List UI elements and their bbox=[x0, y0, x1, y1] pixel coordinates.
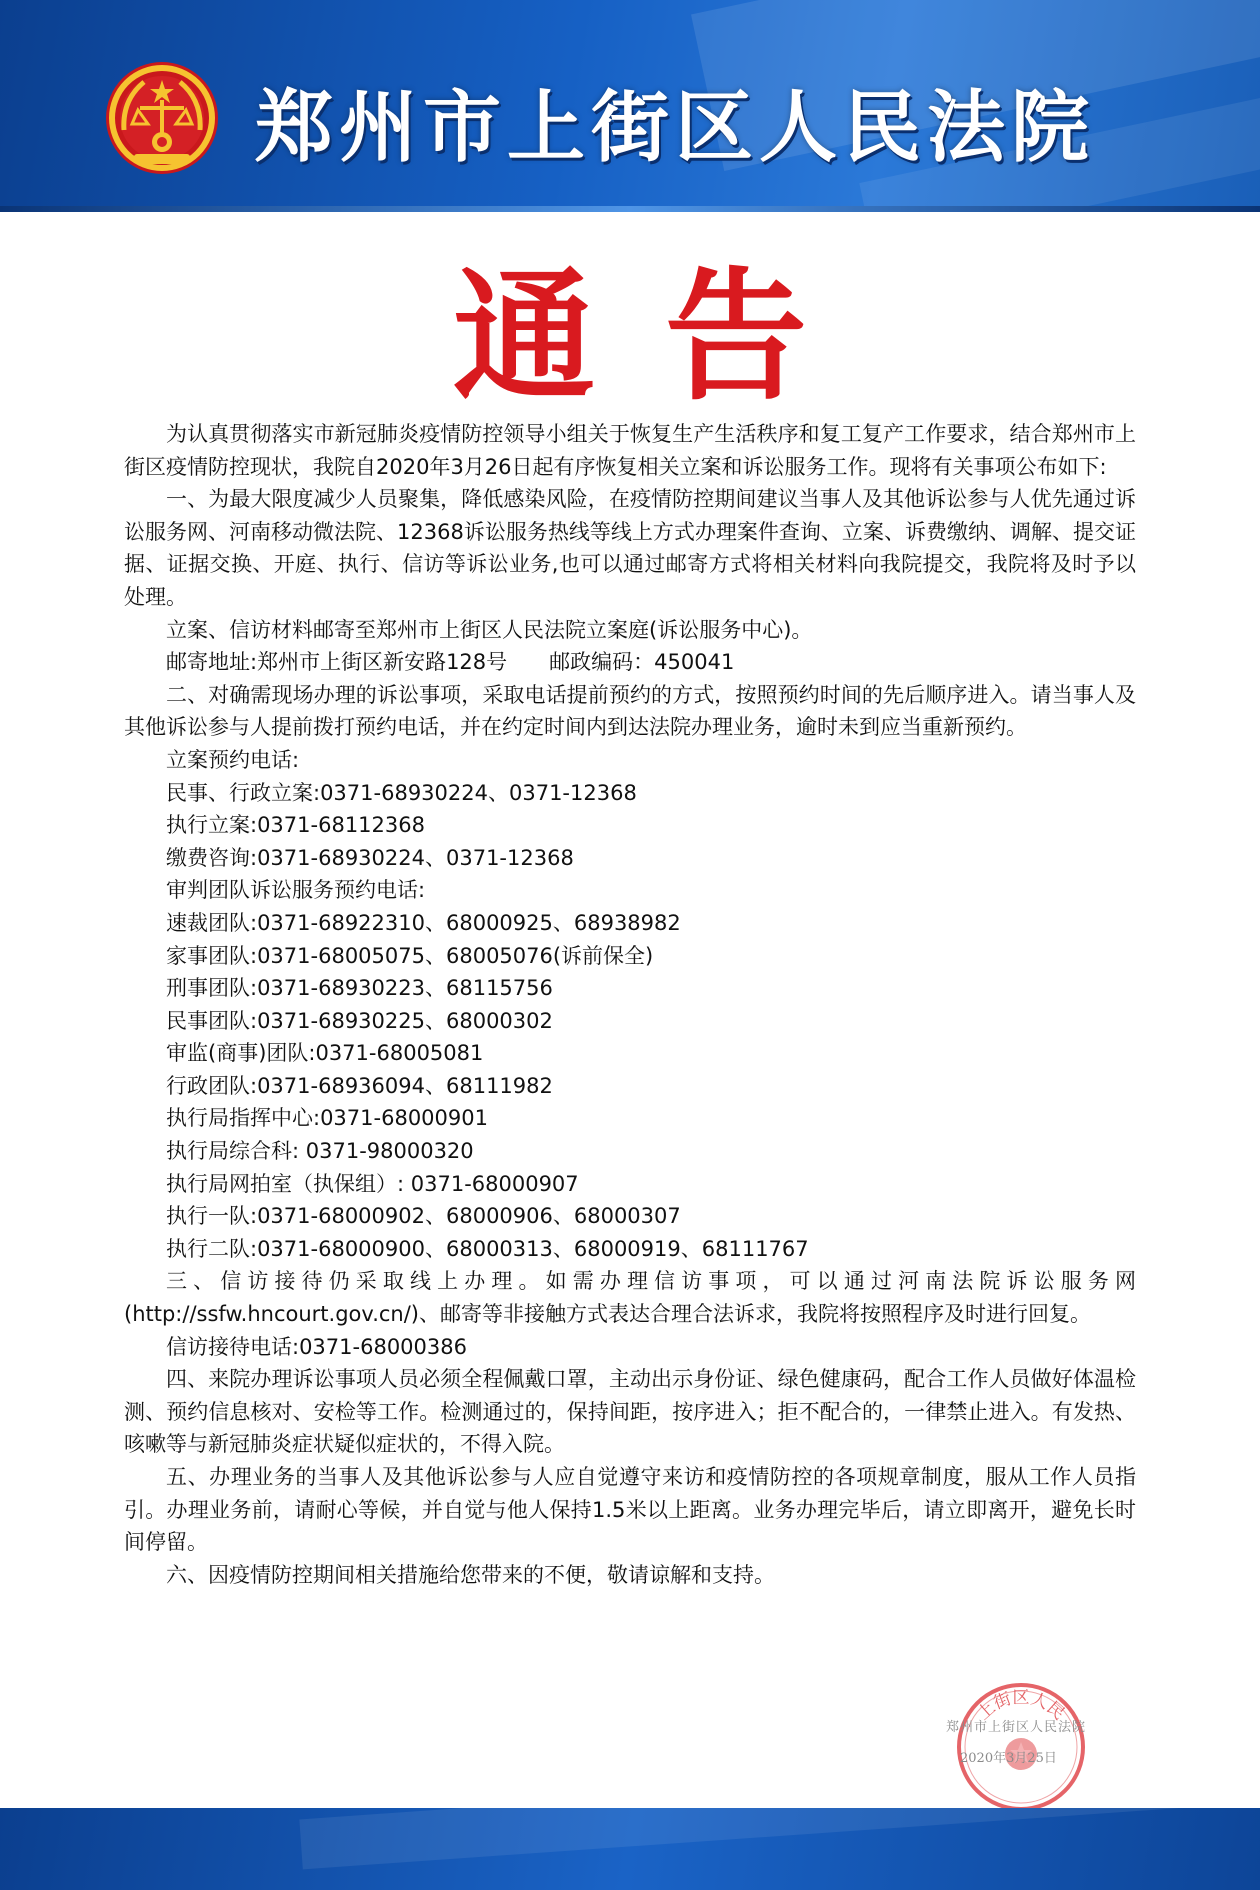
item-1-paragraph: 一、为最大限度减少人员聚集，降低感染风险，在疫情防控期间建议当事人及其他诉讼参与人优先通过诉讼服务网、河南移动微法院、12368诉讼服务热线等线上方式办理案件查询、立案、诉费缴纳、调解、提交证据、证据交换、开庭、执行、信访等诉讼业务,也可以通过邮寄方式将相关材料向我院提交，我院将及时予以处理。 bbox=[124, 487, 1136, 609]
team-phone-heading: 审判团队诉讼服务预约电话: bbox=[166, 878, 426, 903]
intro-paragraph: 为认真贯彻落实市新冠肺炎疫情防控领导小组关于恢复生产生活秩序和复工复产工作要求，结合郑州市上街区疫情防控现状，我院自2020年3月26日起有序恢复相关立案和诉讼服务工作。现将有关事项公布如下: bbox=[124, 422, 1136, 479]
phone-line: 民事、行政立案:0371-68930224、0371-12368 bbox=[166, 780, 637, 805]
seal-ring-text: 上街区人民 bbox=[973, 1688, 1069, 1725]
phone-line: 民事团队:0371-68930225、68000302 bbox=[166, 1008, 553, 1033]
court-name-title: 郑州市上街区人民法院 bbox=[255, 82, 1096, 173]
phone-line: 执行立案:0371-68112368 bbox=[166, 813, 425, 838]
notice-body bbox=[124, 418, 1136, 1591]
issue-date: 2020年3月25日 bbox=[960, 1751, 1057, 1766]
phone-line: 家事团队:0371-68005075、68005076(诉前保全) bbox=[166, 943, 654, 968]
header-divider bbox=[0, 206, 1260, 212]
footer-decoration bbox=[299, 1808, 1200, 1869]
phone-line: 缴费咨询:0371-68930224、0371-12368 bbox=[166, 845, 574, 870]
header-banner bbox=[0, 0, 1260, 212]
filing-phone-heading: 立案预约电话: bbox=[166, 747, 300, 772]
phone-line: 行政团队:0371-68936094、68111982 bbox=[166, 1073, 553, 1098]
phone-line: 执行局综合科: 0371-98000320 bbox=[166, 1139, 474, 1164]
phone-line: 执行局网拍室（执保组）: 0371-68000907 bbox=[166, 1171, 579, 1196]
item-3-paragraph: 三、信访接待仍采取线上办理。如需办理信访事项，可以通过河南法院诉讼服务网(http://ssfw.hncourt.gov.cn/)、邮寄等非接触方式表达合理合法诉求，我院将按照程序及时进行回复。 bbox=[124, 1269, 1136, 1327]
item-2-paragraph: 二、对确需现场办理的诉讼事项，采取电话提前预约的方式，按照预约时间的先后顺序进入。请当事人及其他诉讼参与人提前拨打预约电话，并在约定时间内到达法院办理业务，逾时未到应当重新预约。 bbox=[124, 682, 1136, 740]
petition-phone-line: 信访接待电话:0371-68000386 bbox=[166, 1334, 467, 1359]
item-5-paragraph: 五、办理业务的当事人及其他诉讼参与人应自觉遵守来访和疫情防控的各项规章制度，服从工作人员指引。办理业务前，请耐心等候，并自觉与他人保持1.5米以上距离。业务办理完毕后，请立即离开，避免长时间停留。 bbox=[124, 1465, 1136, 1555]
item-4-paragraph: 四、来院办理诉讼事项人员必须全程佩戴口罩，主动出示身份证、绿色健康码，配合工作人员做好体温检测、预约信息核对、安检等工作。检测通过的，保持间距，按序进入；拒不配合的，一律禁止进入。有发热、咳嗽等与新冠肺炎症状疑似症状的，不得入院。 bbox=[124, 1367, 1136, 1457]
mail-to-line: 立案、信访材料邮寄至郑州市上街区人民法院立案庭(诉讼服务中心)。 bbox=[166, 617, 813, 642]
mail-address-line: 邮寄地址:郑州市上街区新安路128号 邮政编码：450041 bbox=[166, 650, 735, 675]
notice-title: 通告 bbox=[453, 254, 877, 420]
phone-line: 执行局指挥中心:0371-68000901 bbox=[166, 1106, 488, 1131]
phone-line: 审监(商事)团队:0371-68005081 bbox=[166, 1041, 484, 1066]
phone-line: 执行二队:0371-68000900、68000313、68000919、68111767 bbox=[166, 1236, 809, 1261]
court-emblem-icon bbox=[104, 60, 220, 176]
issuing-org: 郑州市上街区人民法院 bbox=[946, 1720, 1087, 1735]
phone-line: 刑事团队:0371-68930223、68115756 bbox=[166, 976, 553, 1001]
phone-line: 执行一队:0371-68000902、68000906、68000307 bbox=[166, 1204, 681, 1229]
court-seal-icon bbox=[946, 1672, 1096, 1822]
item-6-paragraph: 六、因疫情防控期间相关措施给您带来的不便，敬请谅解和支持。 bbox=[166, 1562, 775, 1587]
phone-line: 速裁团队:0371-68922310、68000925、68938982 bbox=[166, 910, 681, 935]
footer-banner bbox=[0, 1808, 1260, 1890]
